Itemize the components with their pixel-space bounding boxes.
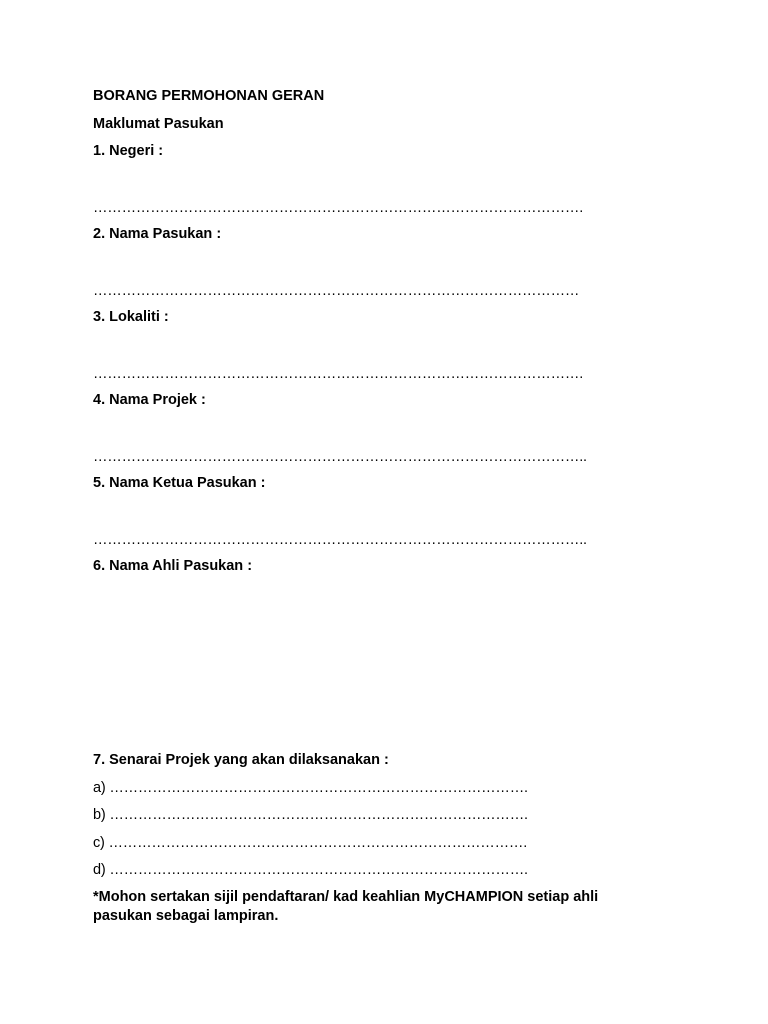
section-heading: Maklumat Pasukan: [93, 116, 224, 132]
field-label-negeri: 1. Negeri :: [93, 143, 164, 159]
field-blank-nama-ketua[interactable]: …………………………………………………………………………………………..: [93, 532, 587, 548]
field-blank-nama-pasukan[interactable]: …………………………………………………………………………………………: [93, 283, 580, 299]
projects-label: 7. Senarai Projek yang akan dilaksanakan :: [93, 752, 389, 768]
project-item-c[interactable]: c) …………………………………………………………………………….: [93, 835, 528, 851]
project-item-b[interactable]: b) …………………………………………………………………………….: [93, 807, 528, 823]
field-label-nama-ketua: 5. Nama Ketua Pasukan :: [93, 475, 266, 491]
field-blank-nama-projek[interactable]: …………………………………………………………………………………………..: [93, 449, 587, 465]
form-title: BORANG PERMOHONAN GERAN: [93, 88, 325, 104]
attachment-note: *Mohon sertakan sijil pendaftaran/ kad keahlian MyCHAMPION setiap ahli pasukan sebagai lampiran.: [93, 889, 599, 924]
project-item-d[interactable]: d) …………………………………………………………………………….: [93, 862, 528, 878]
field-label-nama-ahli: 6. Nama Ahli Pasukan :: [93, 558, 253, 574]
field-blank-lokaliti[interactable]: ………………………………………………………………………………………….: [93, 366, 584, 382]
field-blank-negeri[interactable]: ………………………………………………………………………………………….: [93, 200, 584, 216]
project-item-a[interactable]: a) …………………………………………………………………………….: [93, 780, 528, 796]
field-label-nama-pasukan: 2. Nama Pasukan :: [93, 226, 222, 242]
field-label-nama-projek: 4. Nama Projek :: [93, 392, 206, 408]
field-label-lokaliti: 3. Lokaliti :: [93, 309, 169, 325]
